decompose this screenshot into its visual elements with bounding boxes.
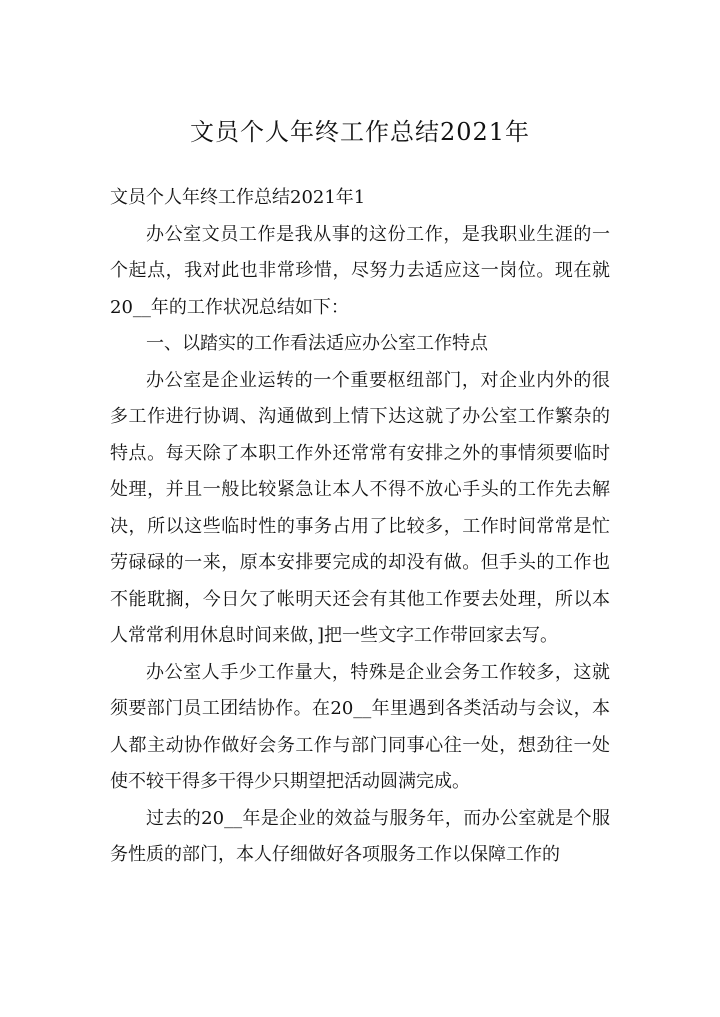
- paragraph-intro: 办公室文员工作是我从事的这份工作，是我职业生涯的一个起点，我对此也非常珍惜，尽努力去适应这一岗位。现在就20__年的工作状况总结如下：: [110, 223, 610, 318]
- document-title: 文员个人年终工作总结2021年: [189, 118, 531, 146]
- paragraph-office-role: 办公室是企业运转的一个重要枢纽部门，对企业内外的很多工作进行协调、沟通做到上情下达这就了办公室工作繁杂的特点。每天除了本职工作外还常常有安排之外的事情须要临时处理，并且一般比较紧急让本人不得不放心手头的工作先去解决，所以这些临时性的事务占用了比较多，工作时间常常是忙劳碌碌的一来，原本安排要完成的却没有做。但手头的工作也不能耽搁，今日欠了帐明天还会有其他工作要去处理，所以本人常常利用休息时间来做，]把一些文字工作带回家去写。: [110, 369, 610, 646]
- section-heading-1: 一、以踏实的工作看法适应办公室工作特点: [146, 333, 488, 354]
- document-body: [110, 180, 610, 874]
- document-subtitle: 文员个人年终工作总结2021年1: [110, 187, 366, 208]
- paragraph-service-year: 过去的20__年是企业的效益与服务年，而办公室就是个服务性质的部门，本人仔细做好各项服务工作以保障工作的: [110, 807, 610, 865]
- paragraph-teamwork: 办公室人手少工作量大，特殊是企业会务工作较多，这就须要部门员工团结协作。在20__年里遇到各类活动与会议，本人都主动协作做好会务工作与部门同事心往一处，想劲往一处使不较干得多干得少只期望把活动圆满完成。: [110, 661, 610, 792]
